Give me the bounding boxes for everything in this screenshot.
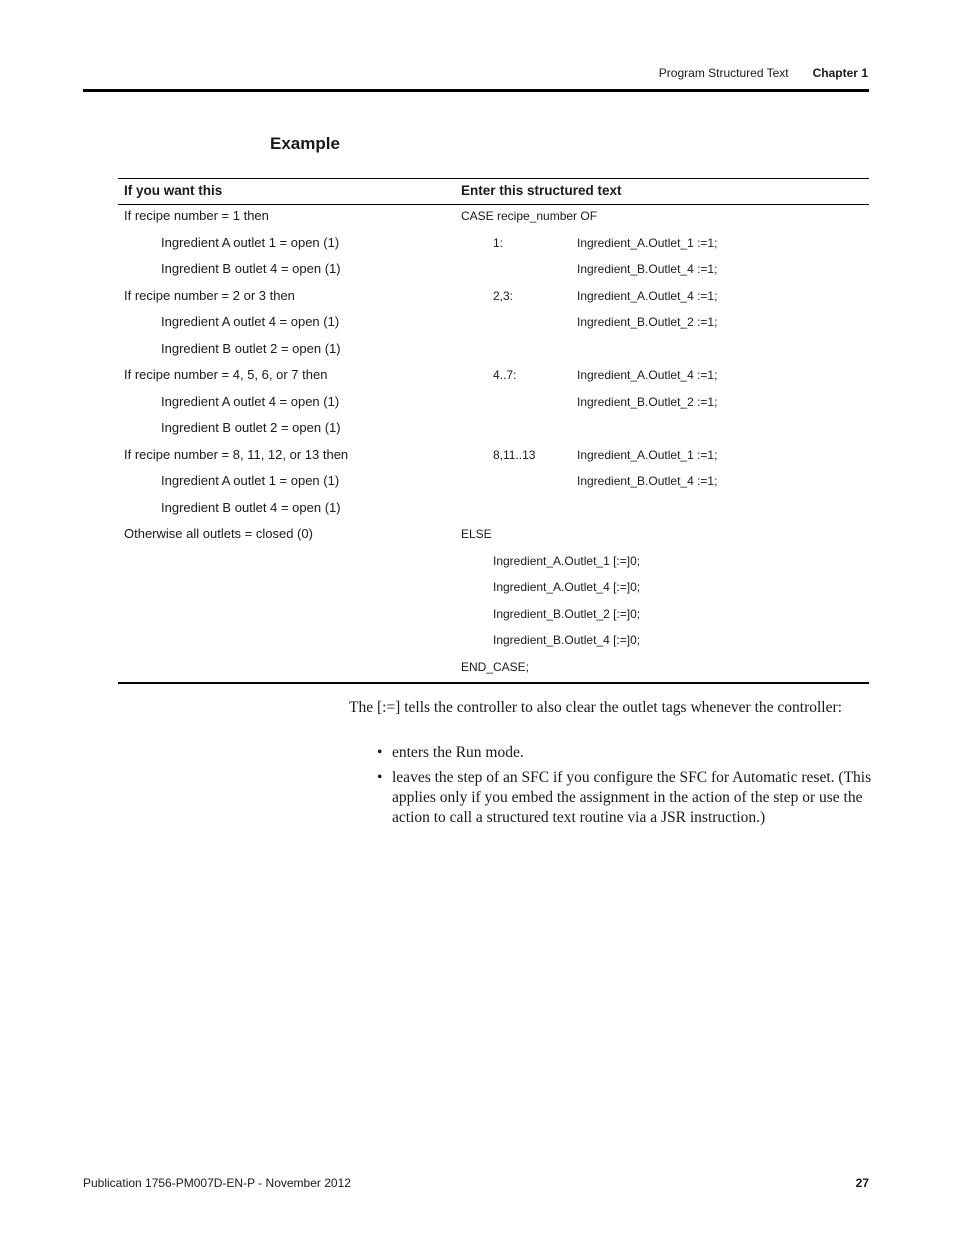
example-heading: Example [270, 134, 340, 153]
running-header [659, 66, 868, 80]
code-assignment: Ingredient_A.Outlet_1 :=1; [577, 235, 718, 250]
condition-text: Ingredient A outlet 4 = open (1) [161, 393, 340, 409]
condition-text: Ingredient B outlet 2 = open (1) [161, 420, 341, 435]
header-rule [83, 89, 869, 92]
code-assignment: Ingredient_A.Outlet_4 :=1; [577, 368, 718, 382]
table-body [118, 205, 869, 682]
code-text: Ingredient_B.Outlet_4 [:=]0; [493, 633, 641, 647]
code-text: 8,11..13 [493, 447, 536, 462]
code-text: ELSE [461, 527, 492, 541]
col-header-want: If you want this [124, 183, 223, 198]
example-table [118, 178, 869, 684]
condition-text: If recipe number = 1 then [124, 208, 269, 223]
table-row [118, 391, 869, 418]
footer-publication: Publication 1756-PM007D-EN-P - November 2012 [83, 1176, 351, 1190]
bullet-marker: • [377, 769, 383, 786]
code-text: Ingredient_B.Outlet_2 [:=]0; [493, 606, 641, 621]
table-row [118, 656, 869, 683]
code-text: 2,3: [493, 288, 514, 303]
table-row [118, 285, 869, 312]
code-text: Ingredient_A.Outlet_1 [:=]0; [493, 553, 641, 568]
table-row [118, 470, 869, 497]
page-number: 27 [855, 1176, 869, 1190]
col-header-code: Enter this structured text [461, 183, 622, 198]
table-row [118, 497, 869, 524]
code-assignment: Ingredient_B.Outlet_2 :=1; [577, 315, 718, 329]
condition-text: If recipe number = 2 or 3 then [124, 287, 295, 303]
table-row [118, 550, 869, 577]
code-assignment: Ingredient_B.Outlet_2 :=1; [577, 394, 718, 409]
page-footer [83, 1176, 869, 1190]
condition-text: Ingredient A outlet 1 = open (1) [161, 473, 340, 488]
body-paragraph: The [:=] tells the controller to also clear the outlet tags whenever the controller: [349, 699, 842, 716]
table-row [118, 603, 869, 630]
condition-text: Ingredient B outlet 2 = open (1) [161, 340, 341, 356]
code-text: Ingredient_A.Outlet_4 [:=]0; [493, 580, 641, 594]
table-row [118, 232, 869, 259]
table-row [118, 311, 869, 338]
bullet-text: leaves the step of an SFC if you configure the SFC for Automatic reset. (This applies only if you embed the assignment in the action of the step or use the action to call a structured text routine via a JSR instruction.) [392, 769, 872, 826]
code-assignment: Ingredient_A.Outlet_4 :=1; [577, 288, 718, 303]
condition-text: Ingredient B outlet 4 = open (1) [161, 499, 341, 515]
code-text: CASE recipe_number OF [461, 209, 598, 223]
code-assignment: Ingredient_A.Outlet_1 :=1; [577, 447, 718, 462]
table-row [118, 523, 869, 550]
condition-text: If recipe number = 8, 11, 12, or 13 then [124, 446, 349, 462]
table-row [118, 629, 869, 656]
condition-text: Ingredient A outlet 1 = open (1) [161, 234, 340, 250]
header-chapter: Chapter 1 [812, 66, 868, 80]
condition-text: Otherwise all outlets = closed (0) [124, 526, 313, 541]
header-section: Program Structured Text [658, 66, 789, 80]
code-text: 1: [493, 235, 504, 250]
code-assignment: Ingredient_B.Outlet_4 :=1; [577, 262, 718, 276]
bullet-text: enters the Run mode. [392, 744, 524, 761]
condition-text: Ingredient B outlet 4 = open (1) [161, 261, 341, 276]
code-assignment: Ingredient_B.Outlet_4 :=1; [577, 474, 718, 488]
bullet-marker: • [377, 744, 383, 761]
condition-text: If recipe number = 4, 5, 6, or 7 then [124, 367, 328, 382]
table-row [118, 417, 869, 444]
table-row [118, 364, 869, 391]
code-text: END_CASE; [461, 659, 530, 674]
code-text: 4..7: [493, 368, 517, 382]
table-row [118, 576, 869, 603]
condition-text: Ingredient A outlet 4 = open (1) [161, 314, 340, 329]
table-row [118, 258, 869, 285]
table-row [118, 338, 869, 365]
table-header-row [118, 179, 869, 205]
table-row [118, 444, 869, 471]
table-row [118, 205, 869, 232]
